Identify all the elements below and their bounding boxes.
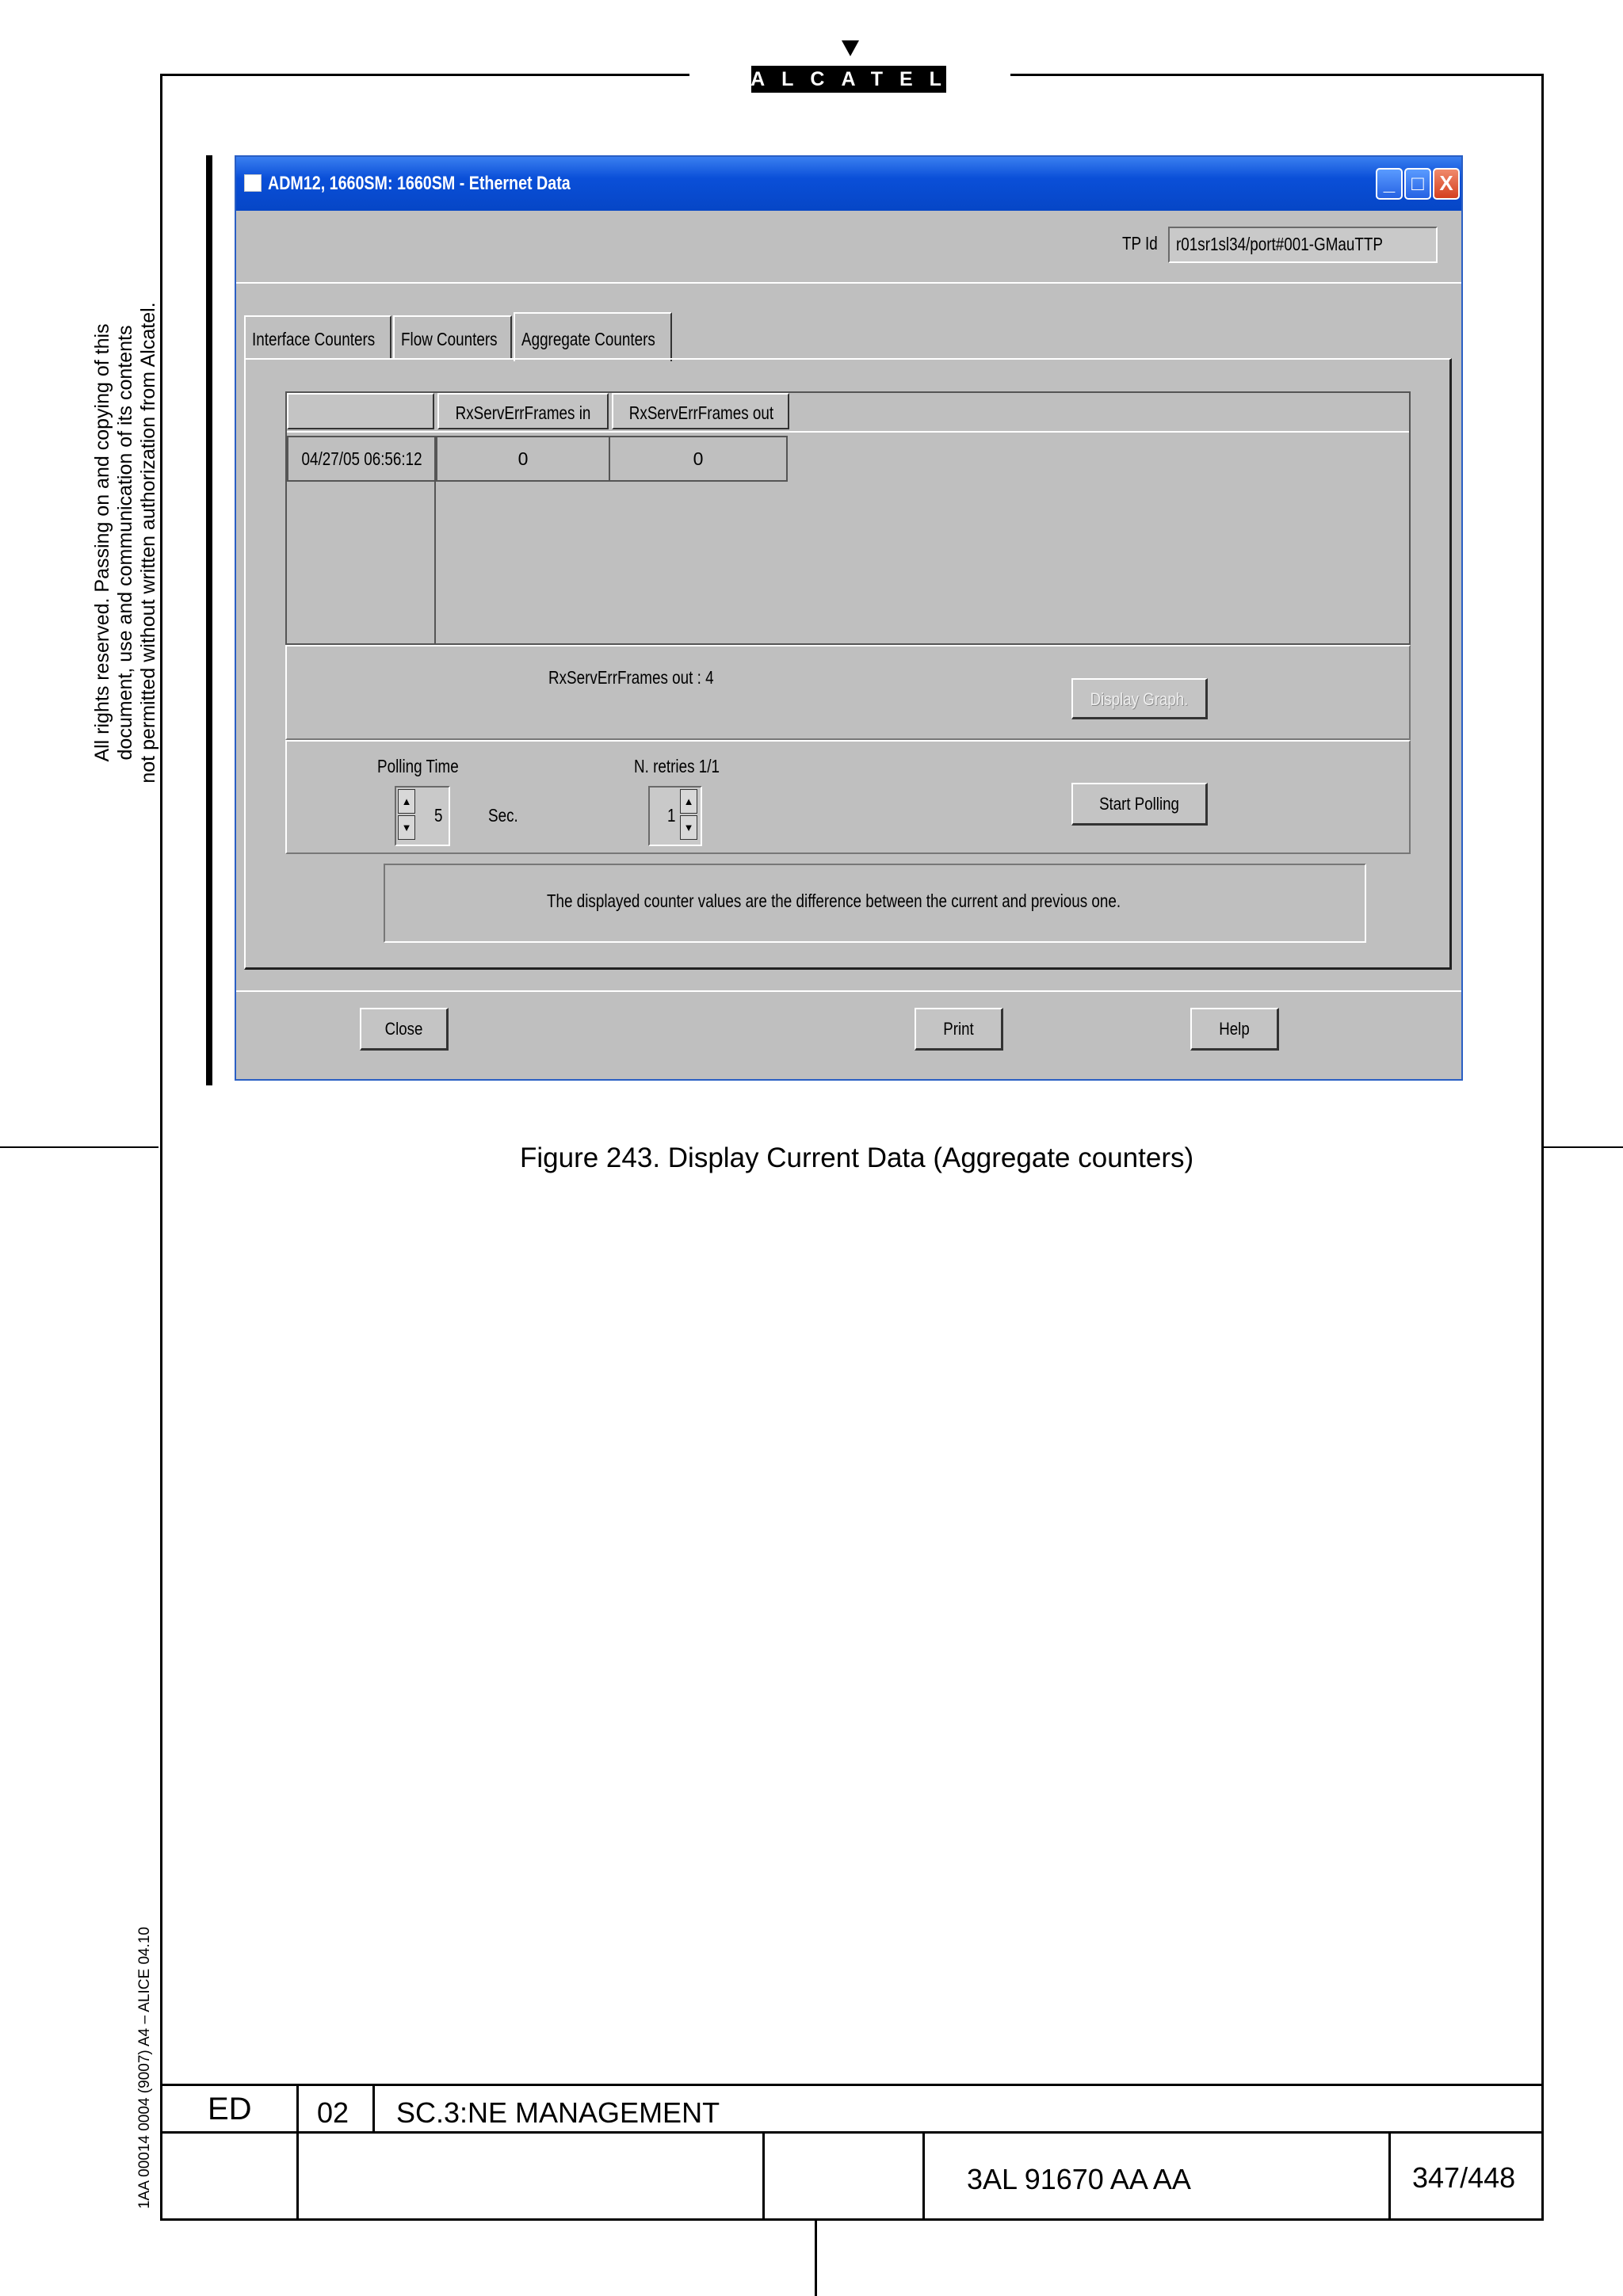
table-header-out[interactable] xyxy=(612,393,789,429)
tab-aggregate-counters[interactable] xyxy=(514,312,672,361)
tp-id-field[interactable] xyxy=(1168,227,1438,263)
copyright-notice xyxy=(91,265,162,820)
header-label: RxServErrFrames in xyxy=(455,402,591,423)
table-cell-out xyxy=(609,436,788,482)
retries-spin-arrows xyxy=(680,789,697,841)
tab-label: Interface Counters xyxy=(252,329,376,349)
close-icon: X xyxy=(1439,171,1453,195)
figure-caption: Figure 243. Display Current Data (Aggregate counters) xyxy=(520,1142,1194,1173)
minimize-button[interactable] xyxy=(1376,168,1403,200)
footer-separator xyxy=(236,990,1461,992)
polling-unit-label: Sec. xyxy=(488,805,518,826)
cell-out-value: 0 xyxy=(693,448,704,469)
footer-col-4 xyxy=(922,2131,925,2220)
maximize-button[interactable] xyxy=(1404,168,1431,200)
display-graph-label: Display Graph. xyxy=(1090,689,1189,709)
title-bar[interactable] xyxy=(236,157,1461,211)
row-time-value: 04/27/05 06:56:12 xyxy=(301,448,422,469)
footer-col-1 xyxy=(296,2084,299,2220)
polling-down-arrow-icon[interactable]: ▼ xyxy=(398,815,415,840)
frame-top-right xyxy=(1010,74,1544,76)
row-header-divider xyxy=(434,436,436,643)
help-button[interactable] xyxy=(1190,1008,1279,1051)
footer-col-2 xyxy=(372,2084,375,2133)
tab-label: Flow Counters xyxy=(401,329,498,349)
footer-bottom-line xyxy=(160,2218,1544,2221)
start-polling-label: Start Polling xyxy=(1099,794,1179,814)
table-header-underline xyxy=(287,431,1409,433)
header-label: RxServErrFrames out xyxy=(628,402,774,423)
header-separator xyxy=(236,282,1461,284)
footer-mid-line xyxy=(160,2131,1544,2134)
tab-flow-counters[interactable] xyxy=(393,315,512,358)
logo-triangle-icon xyxy=(842,40,859,56)
retries-up-arrow-icon[interactable]: ▲ xyxy=(680,789,697,814)
table-row-time xyxy=(287,436,436,482)
cell-in-value: 0 xyxy=(517,448,529,469)
table-header-time xyxy=(287,393,434,429)
retries-spinner[interactable] xyxy=(648,786,702,846)
copyright-line-2: document, use and communication of its contents xyxy=(114,325,136,761)
margin-mark-right xyxy=(1544,1146,1623,1148)
print-button[interactable] xyxy=(915,1008,1003,1051)
polling-time-spinner[interactable] xyxy=(395,786,450,846)
document-code: 1AA 00014 0004 (9007) A4 – ALICE 04.10 xyxy=(136,1927,153,2210)
minimize-icon: _ xyxy=(1383,171,1396,195)
ethernet-data-window xyxy=(235,155,1463,1081)
margin-mark-left xyxy=(0,1146,158,1148)
retries-down-arrow-icon[interactable]: ▼ xyxy=(680,815,697,840)
tab-interface-counters[interactable] xyxy=(244,315,391,358)
help-label: Help xyxy=(1219,1019,1250,1039)
footer-section: SC.3:NE MANAGEMENT xyxy=(396,2096,720,2129)
copyright-line-1: All rights reserved. Passing on and copying of this xyxy=(91,323,113,762)
polling-up-arrow-icon[interactable]: ▲ xyxy=(398,789,415,814)
bottom-center-mark xyxy=(815,2221,817,2296)
close-button[interactable] xyxy=(360,1008,449,1051)
close-window-button[interactable] xyxy=(1433,168,1460,200)
footer-ed-label: ED xyxy=(208,2092,252,2126)
footer-doc-number: 3AL 91670 AA AA xyxy=(967,2163,1191,2195)
display-graph-button[interactable] xyxy=(1071,678,1208,719)
copyright-line-3: not permitted without written authorization from Alcatel. xyxy=(137,302,159,784)
alcatel-logo: ALCATEL xyxy=(751,66,946,93)
retries-value: 1 xyxy=(667,805,676,826)
note-text: The displayed counter values are the difference between the current and previous one. xyxy=(547,891,1121,911)
polling-spin-arrows xyxy=(398,789,415,841)
tab-label: Aggregate Counters xyxy=(521,329,655,349)
footer-col-3 xyxy=(762,2131,765,2220)
footer-col-5 xyxy=(1388,2131,1391,2220)
counters-table xyxy=(285,391,1411,645)
window-icon xyxy=(244,174,262,192)
window-title: ADM12, 1660SM: 1660SM - Ethernet Data xyxy=(268,173,571,194)
frame-top-left xyxy=(160,74,689,76)
print-label: Print xyxy=(943,1019,974,1039)
polling-section xyxy=(285,740,1411,854)
polling-time-value: 5 xyxy=(434,805,443,826)
tp-id-label: TP Id xyxy=(1122,233,1158,254)
change-bar xyxy=(206,155,212,1085)
polling-time-label: Polling Time xyxy=(377,756,459,776)
aggregate-counters-panel xyxy=(244,358,1452,970)
start-polling-button[interactable] xyxy=(1071,783,1208,826)
footer-page-number: 347/448 xyxy=(1412,2161,1516,2194)
close-label: Close xyxy=(384,1019,423,1039)
summary-text: RxServErrFrames out : 4 xyxy=(548,667,714,688)
footer-top-line xyxy=(160,2084,1544,2086)
maximize-icon: □ xyxy=(1411,171,1424,195)
note-box xyxy=(384,864,1366,943)
summary-section xyxy=(285,645,1411,740)
footer-ed-value: 02 xyxy=(317,2096,349,2129)
tp-id-value: r01sr1sl34/port#001-GMauTTP xyxy=(1176,234,1384,254)
table-cell-in xyxy=(436,436,610,482)
table-header-in[interactable] xyxy=(437,393,609,429)
retries-label: N. retries 1/1 xyxy=(634,756,720,776)
